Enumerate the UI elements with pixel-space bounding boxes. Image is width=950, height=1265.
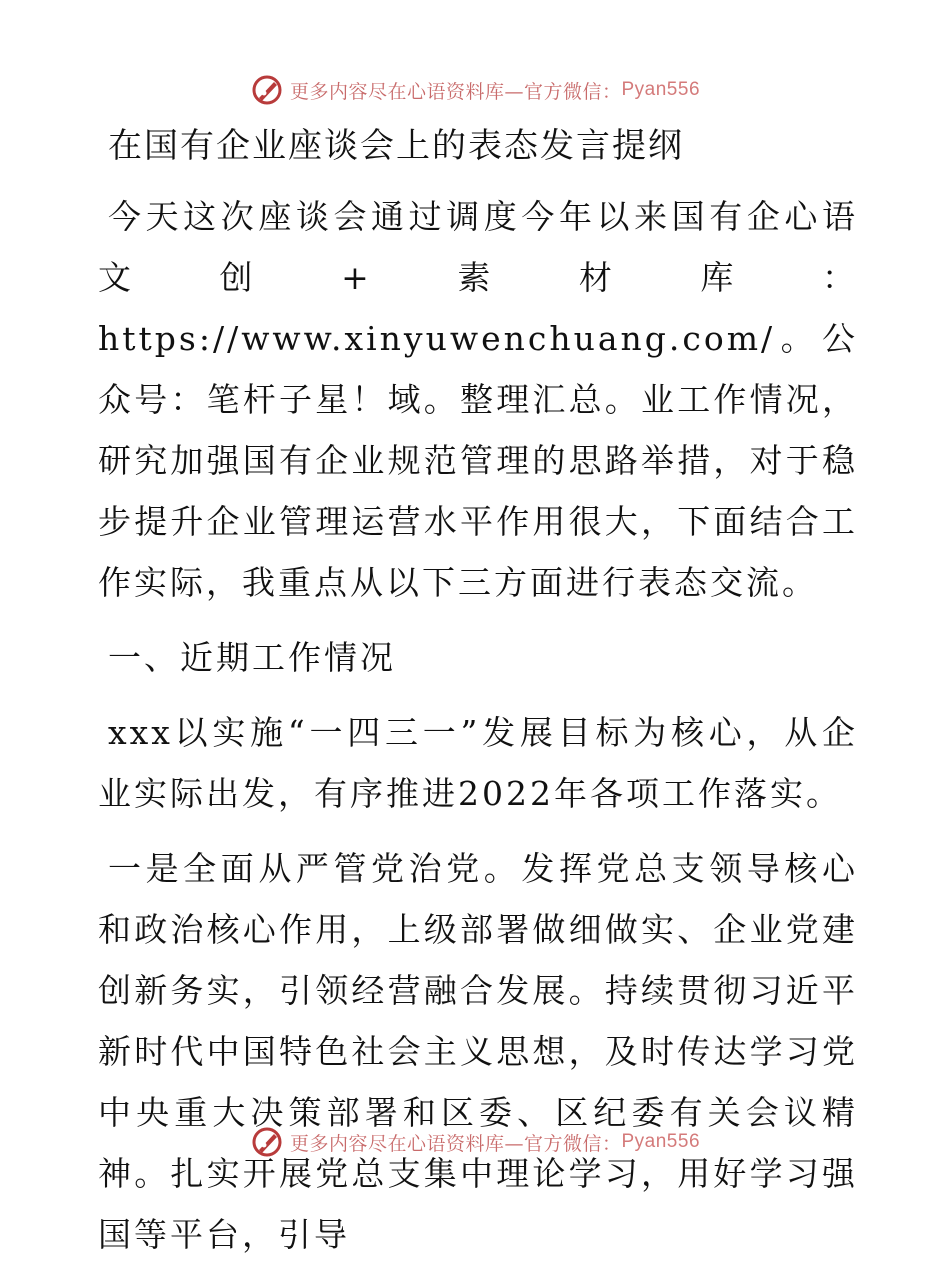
pen-logo-icon bbox=[250, 73, 284, 107]
watermark-text: 更多内容尽在心语资料库—官方微信： bbox=[289, 1132, 622, 1155]
section-heading: 一、近期工作情况 bbox=[108, 638, 396, 677]
watermark-banner-top bbox=[0, 68, 950, 112]
paragraph-party-building: 一是全面从严管党治党。发挥党总支领导核心和政治核心作用，上级部署做细做实、企业党建创新务实，引领经营融合发展。持续贯彻习近平新时代中国特色社会主义思想，及时传达学习党中央重大决策部署和区委、区纪委有关会议精神。扎实开展党总支集中理论学习，用好学习强国等平台，引导 bbox=[98, 849, 858, 1254]
watermark-id: Pyan556 bbox=[621, 79, 701, 100]
paragraph-overview: xxx以实施“一四三一”发展目标为核心，从企业实际出发，有序推进2022年各项工作落实。 bbox=[98, 713, 858, 813]
document-title: 在国有企业座谈会上的表态发言提纲 bbox=[108, 126, 684, 166]
watermark-id: Pyan556 bbox=[621, 1131, 701, 1152]
watermark-banner-bottom bbox=[0, 1120, 950, 1164]
watermark-text: 更多内容尽在心语资料库—官方微信： bbox=[289, 80, 622, 103]
document-body bbox=[98, 120, 858, 1265]
paragraph-intro: 今天这次座谈会通过调度今年以来国有企心语文创+素材库：https://www.xinyuwenchuang.com/。公众号：笔杆子星！域。整理汇总。业工作情况，研究加强国有企业规范管理的思路举措，对于稳步提升企业管理运营水平作用很大，下面结合工作实际，我重点从以下三方面进行表态交流。 bbox=[98, 197, 858, 602]
pen-logo-icon bbox=[250, 1125, 284, 1159]
